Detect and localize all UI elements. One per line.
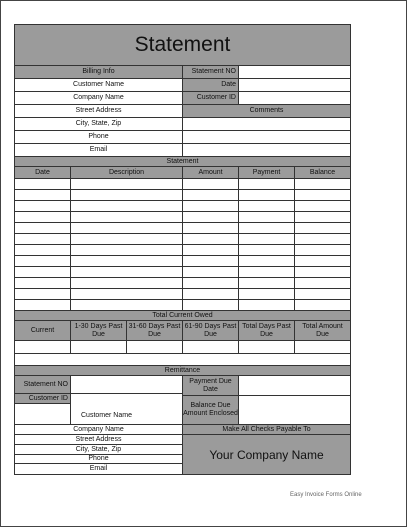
col-31-60: 31-60 Days Past Due	[127, 321, 183, 340]
company-name-field[interactable]: Company Name	[15, 92, 183, 104]
col-balance: Balance	[295, 167, 350, 178]
statement-cell[interactable]	[183, 212, 239, 222]
table-row	[14, 267, 351, 278]
table-row	[14, 212, 351, 223]
col-1-30: 1-30 Days Past Due	[71, 321, 127, 340]
statement-cell[interactable]	[71, 190, 183, 200]
table-row	[14, 278, 351, 289]
statement-cell[interactable]	[15, 190, 71, 200]
statement-cell[interactable]	[295, 234, 350, 244]
statement-cell[interactable]	[183, 179, 239, 189]
remit-customer-name-label: Customer Name	[81, 412, 132, 419]
col-description: Description	[71, 167, 183, 178]
statement-cell[interactable]	[295, 190, 350, 200]
statement-cell[interactable]	[71, 212, 183, 222]
amount-enclosed-label: Amount Enclosed	[183, 410, 238, 417]
statement-cell[interactable]	[15, 212, 71, 222]
balance-amount-field[interactable]	[239, 396, 350, 424]
statement-cell[interactable]	[71, 179, 183, 189]
customer-id-field[interactable]	[239, 92, 350, 104]
statement-cell[interactable]	[183, 300, 239, 310]
table-row	[14, 234, 351, 245]
statement-cell[interactable]	[15, 256, 71, 266]
statement-cell[interactable]	[295, 289, 350, 299]
statement-cell[interactable]	[71, 245, 183, 255]
statement-cell[interactable]	[239, 300, 295, 310]
payable-label: Make All Checks Payable To	[183, 425, 350, 435]
table-row	[14, 245, 351, 256]
balance-due-label: Balance Due	[190, 402, 231, 409]
billing-info-header: Billing Info	[15, 66, 183, 78]
statement-cell[interactable]	[71, 267, 183, 277]
comments-field[interactable]	[183, 118, 350, 130]
remit-address-block	[15, 425, 183, 474]
statement-no-field[interactable]	[239, 66, 350, 78]
statement-cell[interactable]	[239, 256, 295, 266]
customer-id-label: Customer ID	[183, 92, 239, 104]
payment-due-label: Payment Due Date	[183, 376, 239, 395]
totals-columns	[14, 321, 351, 341]
remit-statement-no-label: Statement NO	[15, 376, 71, 393]
comments-header: Comments	[183, 105, 350, 117]
col-payment: Payment	[239, 167, 295, 178]
statement-cell[interactable]	[239, 201, 295, 211]
statement-cell[interactable]	[71, 300, 183, 310]
statement-cell[interactable]	[295, 179, 350, 189]
street-address-field[interactable]: Street Address	[15, 105, 183, 117]
page-title: Statement	[14, 24, 351, 66]
remit-street-address[interactable]: Street Address	[15, 435, 182, 445]
statement-cell[interactable]	[239, 212, 295, 222]
statement-form	[14, 24, 351, 475]
statement-cell[interactable]	[183, 245, 239, 255]
col-amount: Amount	[183, 167, 239, 178]
statement-cell[interactable]	[239, 190, 295, 200]
statement-cell[interactable]	[295, 201, 350, 211]
statement-cell[interactable]	[183, 289, 239, 299]
statement-cell[interactable]	[71, 234, 183, 244]
remit-customer-id-label: Customer ID	[15, 394, 70, 404]
current-field[interactable]	[15, 341, 71, 353]
statement-cell[interactable]	[295, 278, 350, 288]
statement-cell[interactable]	[15, 278, 71, 288]
total-amount-field[interactable]	[295, 341, 350, 353]
statement-cell[interactable]	[295, 223, 350, 233]
days-31-60-field[interactable]	[127, 341, 183, 353]
col-total-days: Total Days Past Due	[239, 321, 295, 340]
table-row	[14, 300, 351, 311]
table-row	[14, 256, 351, 267]
date-field[interactable]	[239, 79, 350, 91]
totals-values	[14, 341, 351, 354]
statement-cell[interactable]	[71, 289, 183, 299]
customer-name-field[interactable]: Customer Name	[15, 79, 183, 91]
remit-statement-no-field[interactable]	[71, 376, 182, 393]
statement-cell[interactable]	[295, 256, 350, 266]
remit-customer-name-field[interactable]	[71, 394, 182, 424]
table-row	[14, 190, 351, 201]
table-row	[14, 289, 351, 300]
statement-cell[interactable]	[71, 201, 183, 211]
remittance-section	[14, 366, 351, 475]
col-date: Date	[15, 167, 71, 178]
statement-cell[interactable]	[15, 223, 71, 233]
statement-cell[interactable]	[183, 234, 239, 244]
col-total-amount: Total Amount Due	[295, 321, 350, 340]
statement-cell[interactable]	[295, 300, 350, 310]
footer-text: Easy Invoice Forms Online	[290, 492, 362, 498]
statement-cell[interactable]	[239, 278, 295, 288]
balance-amount-labels	[183, 396, 239, 424]
statement-cell[interactable]	[71, 256, 183, 266]
comments-field-2[interactable]	[183, 131, 350, 143]
company-name-display: Your Company Name	[209, 447, 324, 462]
statement-cell[interactable]	[183, 223, 239, 233]
remit-city-state-zip[interactable]: City, State, Zip	[15, 445, 182, 455]
statement-cell[interactable]	[15, 201, 71, 211]
statement-cell[interactable]	[15, 245, 71, 255]
statement-cell[interactable]	[239, 223, 295, 233]
table-row	[14, 179, 351, 190]
remit-email[interactable]: Email	[89, 465, 108, 472]
days-61-90-field[interactable]	[183, 341, 239, 353]
statement-cell[interactable]	[15, 300, 71, 310]
totals-section	[14, 311, 351, 366]
statement-cell[interactable]	[183, 256, 239, 266]
col-61-90: 61-90 Days Past Due	[183, 321, 239, 340]
remittance-header: Remittance	[14, 366, 351, 376]
statement-cell[interactable]	[295, 245, 350, 255]
statement-cell[interactable]	[239, 179, 295, 189]
totals-header: Total Current Owed	[14, 311, 351, 321]
statement-cell[interactable]	[239, 245, 295, 255]
billing-section	[14, 66, 351, 157]
statement-cell[interactable]	[15, 267, 71, 277]
statement-cell[interactable]	[71, 223, 183, 233]
statement-header: Statement	[14, 157, 351, 167]
statement-cell[interactable]	[183, 201, 239, 211]
remit-phone[interactable]: Phone	[15, 455, 182, 464]
remit-company-name[interactable]: Company Name	[15, 425, 182, 435]
col-current: Current	[15, 321, 71, 340]
statement-cell[interactable]	[183, 190, 239, 200]
statement-cell[interactable]	[295, 212, 350, 222]
statement-cell[interactable]	[183, 278, 239, 288]
statement-cell[interactable]	[15, 179, 71, 189]
payable-block	[183, 425, 350, 474]
date-label: Date	[183, 79, 239, 91]
payment-due-field[interactable]	[239, 376, 350, 395]
statement-cell[interactable]	[239, 289, 295, 299]
statement-no-label: Statement NO	[183, 66, 239, 78]
statement-cell[interactable]	[183, 267, 239, 277]
table-row	[14, 201, 351, 212]
email-field[interactable]: Email	[15, 144, 183, 156]
spacer-row	[14, 354, 351, 366]
statement-table	[14, 157, 351, 311]
comments-field-3[interactable]	[183, 144, 350, 156]
statement-columns	[14, 167, 351, 179]
statement-cell[interactable]	[15, 289, 71, 299]
statement-cell[interactable]	[295, 267, 350, 277]
phone-field[interactable]: Phone	[15, 131, 183, 143]
city-state-zip-field[interactable]: City, State, Zip	[15, 118, 183, 130]
statement-cell[interactable]	[71, 278, 183, 288]
statement-cell[interactable]	[239, 234, 295, 244]
table-row	[14, 223, 351, 234]
total-days-field[interactable]	[239, 341, 295, 353]
statement-cell[interactable]	[15, 234, 71, 244]
statement-cell[interactable]	[239, 267, 295, 277]
days-1-30-field[interactable]	[71, 341, 127, 353]
